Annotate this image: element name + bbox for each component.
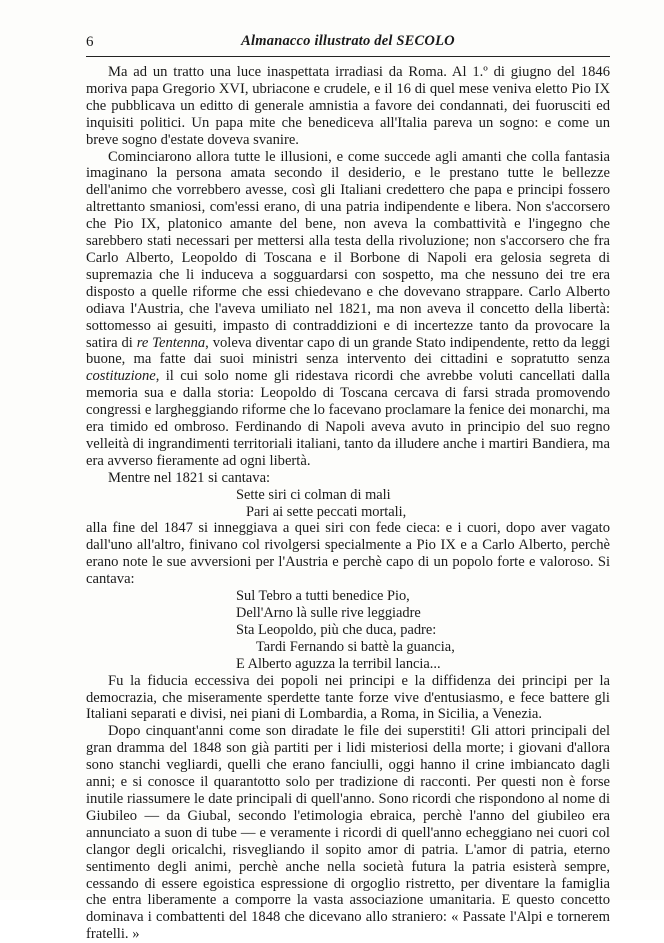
verse-line: Sul Tebro a tutti benedice Pio, bbox=[236, 588, 410, 605]
paragraph-5: Fu la fiducia eccessiva dei popoli nei principi e la diffidenza dei principi per la democrazia, che miseramente sperdette tante forze vive d'entusiasmo, e fece battere gli Italiani separati e divisi, nei piani di Lombardia, a Roma, in Sicilia, a Venezia. bbox=[86, 672, 610, 723]
re-tentenna-phrase: re Tentenna bbox=[136, 334, 206, 351]
running-title: Almanacco illustrato del SECOLO bbox=[241, 33, 455, 49]
paragraph-2-part-a: Cominciarono allora tutte le illusioni, e come succede agli amanti che colla fantasia imaginano la persona amata secondo il desiderio, e le prestano tutte le bellezze dell'animo che vorrebbero avesse, così gli Italiani credettero che papa e principi fossero altrettanto smaniosi, com'essi erano, di una patria indipendente e libera. Non s'accorsero che Pio IX, platonico amante del bene, non aveva la combattività e l'ingegno che sarebbero stati necessari per mettersi alla testa della rivoluzione; non s'accorsero che fra Carlo Alberto, Leopoldo di Toscana e il Borbone di Napoli era gelosia segreta di supremazia che li induceva a sogguardarsi con sospetto, ma che nessuno dei tre era disposto a quelle riforme che essi chiedevano e che dovevano strappare. Carlo Alberto odiava l'Austria, che l'aveva umiliato nel 1821, ma non aveva il concetto della libertà: sottomesso ai gesuiti, impasto di contraddizioni e di incertezze tanto da provocare la satira di bbox=[86, 148, 610, 351]
verse-line: Sette siri ci colman di mali bbox=[236, 486, 391, 503]
verse-line: Pari ai sette peccati mortali, bbox=[246, 503, 407, 520]
paragraph-4: alla fine del 1847 si inneggiava a quei siri con fede cieca: e i cuori, dopo aver vagato dall'uno all'altro, finivano col rivolgersi specialmente a Pio IX e a Carlo Alberto, perchè erano note le sue avversioni per l'Austria e perchè capo di un popolo forte e valoroso. Si cantava: bbox=[86, 520, 610, 588]
costituzione-word: costituzione bbox=[86, 368, 156, 385]
paragraph-3: Mentre nel 1821 si cantava: bbox=[108, 469, 271, 486]
paragraph-2-part-b: , voleva diventar capo di un grande Stato indipendente, retto da leggi buone, ma fatte dai suoi ministri senza intervento dei cittadini e sopratutto senza bbox=[86, 334, 610, 368]
page-header bbox=[86, 28, 610, 57]
paragraph-2-part-c: , il cui solo nome gli ridestava ricordi che avrebbe voluti cancellati dalla memoria sua e dalla storia: Leopoldo di Toscana cercava di farsi strada promovendo congressi e largheggiando riforme che lo facevano proclamare la fenice dei monarchi, ma era timido ed ombroso. Ferdinando di Napoli aveva avuto in principio del suo regno velleità di ingrandimenti territoriali italiani, tanto da illudere anche i martiri Bandiera, ma era avverso fieramente ad ogni libertà. bbox=[86, 368, 610, 469]
paragraph-2 bbox=[86, 149, 610, 470]
verse-line: Sta Leopoldo, più che duca, padre: bbox=[236, 621, 437, 638]
verse-line: Dell'Arno là sulle rive leggiadre bbox=[236, 605, 421, 621]
verse-line: Tardi Fernando si battè la guancia, bbox=[256, 638, 455, 655]
article-body bbox=[86, 64, 610, 943]
verse-1847 bbox=[86, 588, 610, 673]
paragraph-6: Dopo cinquant'anni come son diradate le file dei superstiti! Gli attori principali del gran dramma del 1848 son già partiti per i lidi misteriosi della morte; i giovani d'allora sono stanchi vegliardi, quelli che erano fanciulli, oggi hanno il crine imbiancato dagli anni; e si conosce il quarantotto solo per tradizione di racconti. Per questi non è forse inutile riassumere le date principali di quell'anno. Sono ricordi che rispondono al nome di Giubileo — da Giubal, secondo l'etimologia ebraica, perchè l'anno del giubileo era annunciato a suon di tube — e veramente i ricordi di quell'anno echeggiano nei cuori col clangor degli oricalchi, risvegliando il sopito amor di patria. L'amor di patria, eterno sentimento degli animi, perchè anche nella società futura la patria esisterà sempre, cessando di essere egoistica espressione di orgoglio ristretto, per diventare la famiglia che entra liberamente a comporre la vasta associazione umanitaria. E questo concetto dominava i combattenti del 1848 che dicevano allo straniero: « Passate l'Alpi e tornerem fratelli. » bbox=[86, 723, 610, 943]
paragraph-1: Ma ad un tratto una luce inaspettata irradiasi da Roma. Al 1.º di giugno del 1846 moriva papa Gregorio XVI, ubriacone e crudele, e il 16 di quel mese veniva eletto Pio IX che pubblicava un editto di generale amnistia a favore dei condannati, dei fuorusciti ed inquisiti politici. Un papa mite che benediceva all'Italia pareva un sogno: e come un breve sogno d'estate doveva svanire. bbox=[86, 64, 610, 148]
page-number: 6 bbox=[86, 34, 94, 50]
verse-1821 bbox=[86, 487, 610, 521]
verse-line: E Alberto aguzza la terribil lancia... bbox=[236, 655, 441, 672]
